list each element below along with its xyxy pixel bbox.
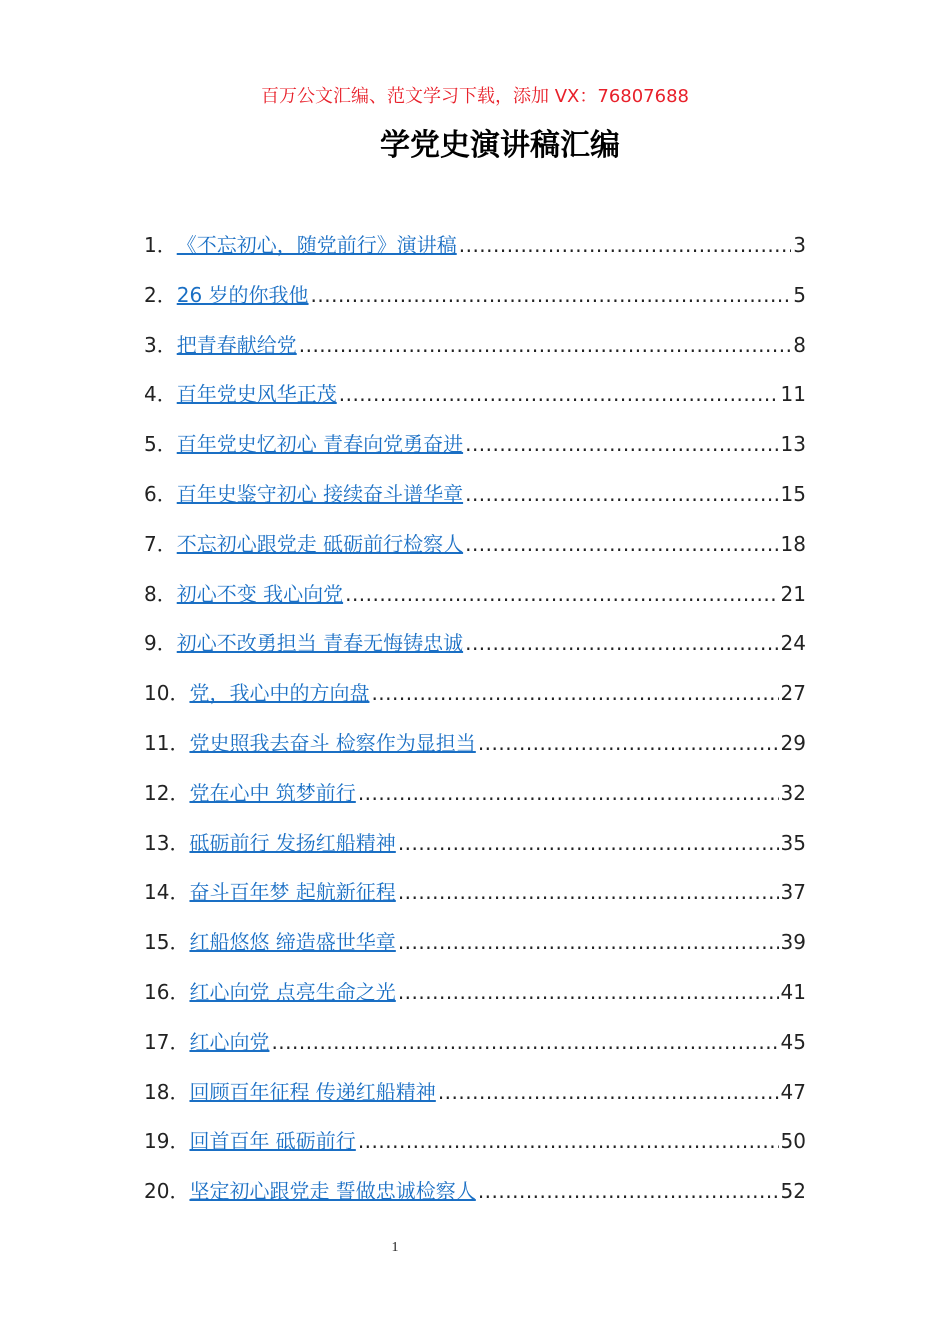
toc-entry-link[interactable]: 《不忘初心，随党前行》演讲稿 — [176, 233, 457, 257]
toc-entry-link[interactable]: 奋斗百年梦 起航新征程 — [189, 880, 396, 905]
toc-leader-dots — [271, 1025, 778, 1059]
toc-leader-dots — [478, 726, 779, 760]
toc-entry-link[interactable]: 不忘初心跟党走 砥砺前行检察人 — [176, 531, 464, 556]
toc-entry-page: 24 — [780, 631, 806, 656]
toc-entry-page: 41 — [780, 979, 806, 1004]
toc-entry-page: 35 — [780, 830, 806, 855]
toc-entry — [144, 328, 806, 378]
toc-entry-link[interactable]: 把青春献给党 — [176, 332, 297, 357]
toc-entry-number: 16． — [144, 979, 190, 1004]
toc-leader-dots — [438, 1075, 779, 1109]
toc-entry-link[interactable]: 初心不变 我心向党 — [176, 581, 344, 606]
toc-entry-number: 6． — [144, 481, 177, 506]
toc-entry-number: 7． — [144, 531, 177, 556]
toc-leader-dots — [465, 427, 778, 461]
toc-entry — [144, 776, 806, 826]
toc-entry-page: 32 — [780, 780, 806, 805]
toc-entry-number: 10． — [144, 681, 190, 706]
toc-entry — [144, 726, 806, 776]
toc-entry — [144, 527, 806, 577]
toc-entry-page: 11 — [780, 382, 806, 407]
toc-entry-link[interactable]: 党在心中 筑梦前行 — [189, 780, 356, 805]
toc-leader-dots — [345, 577, 778, 611]
toc-entry — [144, 826, 806, 876]
toc-entry-link[interactable]: 初心不改勇担当 青春无悔铸忠诚 — [176, 631, 464, 656]
toc-entry-number: 13． — [144, 830, 190, 855]
page-number: 1 — [391, 1240, 399, 1255]
toc-leader-dots — [299, 328, 792, 362]
toc-leader-dots — [398, 975, 779, 1009]
toc-entry — [144, 1025, 806, 1075]
toc-entry — [144, 1174, 806, 1224]
toc-leader-dots — [398, 925, 779, 959]
toc-entry-number: 4． — [144, 382, 177, 407]
toc-entry-number: 15． — [144, 930, 190, 955]
toc-entry — [144, 925, 806, 975]
toc-entry-page: 52 — [780, 1179, 806, 1204]
toc-entry — [144, 477, 806, 527]
toc-entry — [144, 278, 806, 328]
toc-leader-dots — [465, 527, 778, 561]
toc-entry-link[interactable]: 百年党史风华正茂 — [176, 382, 337, 407]
toc-entry — [144, 875, 806, 925]
toc-entry-number: 14． — [144, 880, 190, 905]
toc-entry-link[interactable]: 红船悠悠 缔造盛世华章 — [189, 930, 396, 955]
toc-entry-number: 20． — [144, 1179, 190, 1204]
toc-entry-page: 3 — [793, 233, 806, 257]
toc-entry — [144, 1124, 806, 1174]
toc-entry-link[interactable]: 砥砺前行 发扬红船精神 — [189, 830, 396, 855]
toc-leader-dots — [478, 1174, 779, 1208]
toc-entry-link[interactable]: 百年史鉴守初心 接续奋斗谱华章 — [176, 481, 464, 506]
toc-entry-link[interactable]: 百年党史忆初心 青春向党勇奋进 — [176, 432, 464, 457]
toc-leader-dots — [358, 776, 779, 810]
toc-entry-page: 50 — [780, 1129, 806, 1154]
toc-entry-link[interactable]: 党史照我去奋斗 检察作为显担当 — [189, 730, 476, 755]
toc-entry-link[interactable]: 坚定初心跟党走 誓做忠诚检察人 — [189, 1179, 476, 1204]
toc-entry — [144, 626, 806, 676]
toc-entry — [144, 228, 806, 278]
toc-entry-link[interactable]: 回顾百年征程 传递红船精神 — [189, 1079, 436, 1104]
toc-entry-number: 12． — [144, 780, 190, 805]
toc-entry-number: 17． — [144, 1029, 190, 1054]
toc-entry-page: 13 — [780, 432, 806, 457]
toc-leader-dots — [311, 278, 792, 312]
toc-entry-page: 18 — [780, 531, 806, 556]
toc-leader-dots — [398, 875, 779, 909]
promo-header: 百万公文汇编、范文学习下载，添加 VX：76807688 — [261, 86, 689, 107]
toc-entry-number: 5． — [144, 432, 177, 457]
toc-entry-number: 2． — [144, 282, 177, 307]
toc-entry-link[interactable]: 26 岁的你我他 — [176, 282, 309, 307]
toc-entry-page: 37 — [780, 880, 806, 905]
toc-entry-link[interactable]: 红心向党 — [189, 1029, 270, 1054]
toc-entry — [144, 676, 806, 726]
toc-entry-page: 27 — [780, 681, 806, 706]
toc-leader-dots — [371, 676, 778, 710]
toc-leader-dots — [465, 477, 778, 511]
document-title: 学党史演讲稿汇编 — [380, 128, 620, 163]
toc-entry-number: 19． — [144, 1129, 190, 1154]
toc-entry-page: 45 — [780, 1029, 806, 1054]
toc-entry-number: 9． — [144, 631, 177, 656]
toc-entry — [144, 1075, 806, 1125]
toc-entry-link[interactable]: 回首百年 砥砺前行 — [189, 1129, 356, 1154]
toc-entry-number: 18． — [144, 1079, 190, 1104]
toc-entry-page: 5 — [793, 282, 806, 307]
toc-entry-link[interactable]: 红心向党 点亮生命之光 — [189, 979, 396, 1004]
toc-entry-number: 1． — [144, 233, 177, 257]
toc-entry-number: 3． — [144, 332, 177, 357]
toc-entry-page: 8 — [793, 332, 806, 357]
toc-entry — [144, 577, 806, 627]
toc-entry-number: 8． — [144, 581, 177, 606]
toc-entry — [144, 427, 806, 477]
toc-leader-dots — [358, 1124, 779, 1158]
toc-entry-page: 29 — [780, 730, 806, 755]
toc-leader-dots — [339, 377, 779, 411]
toc-entry-page: 21 — [780, 581, 806, 606]
toc-entry — [144, 975, 806, 1025]
toc-entry — [144, 377, 806, 427]
toc-entry-number: 11． — [144, 730, 190, 755]
toc-leader-dots — [459, 228, 792, 262]
toc-entry-link[interactable]: 党，我心中的方向盘 — [189, 681, 370, 706]
toc-leader-dots — [398, 826, 779, 860]
table-of-contents — [144, 228, 806, 1224]
toc-entry-page: 47 — [780, 1079, 806, 1104]
toc-entry-page: 39 — [780, 930, 806, 955]
toc-entry-page: 15 — [780, 481, 806, 506]
toc-leader-dots — [465, 626, 778, 660]
